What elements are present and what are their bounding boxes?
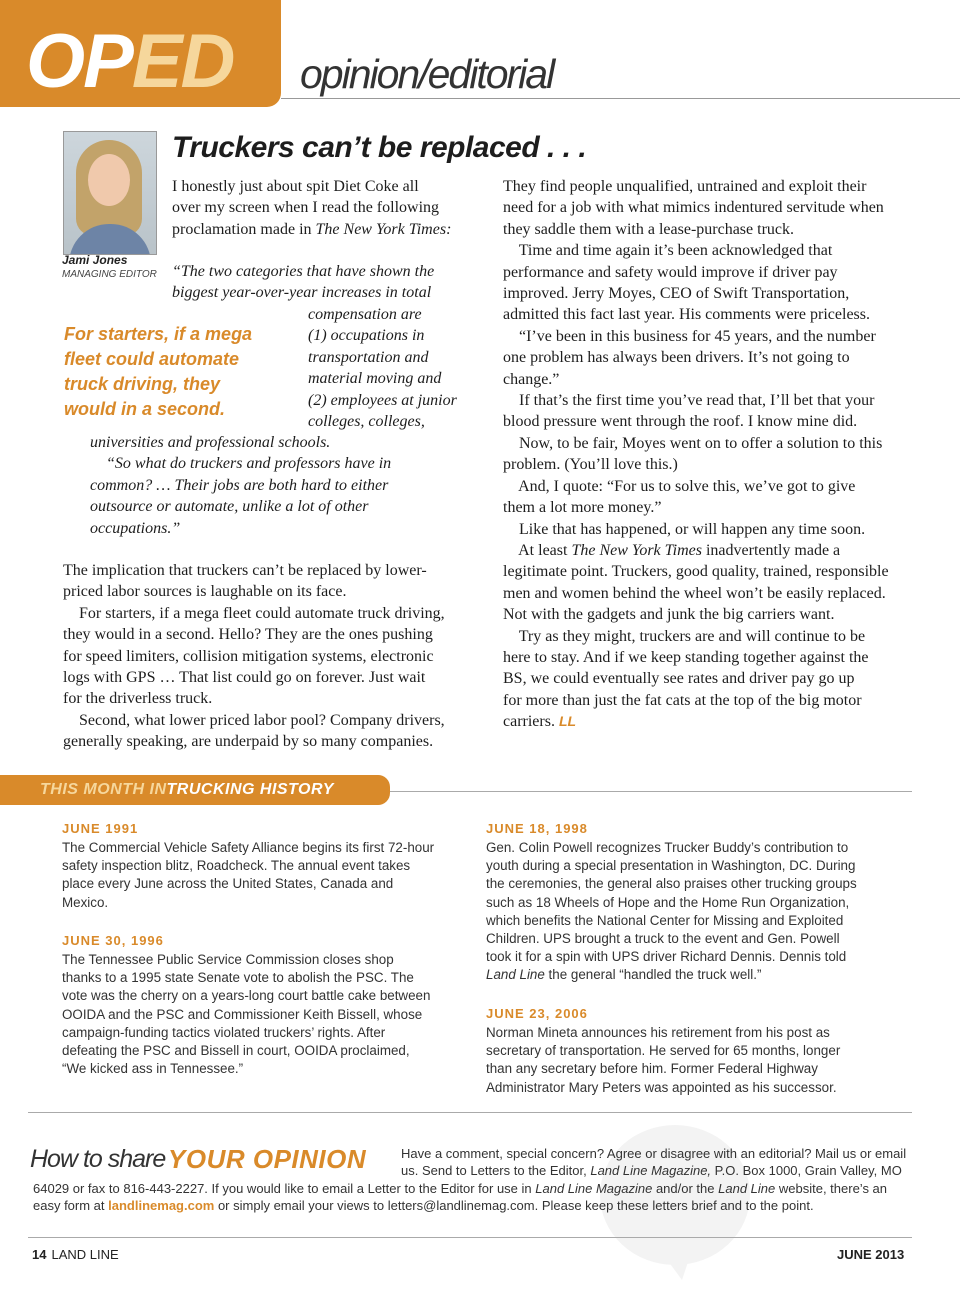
opinion-lead-emphasis: YOUR OPINION: [168, 1144, 367, 1174]
history-tab-title: [40, 780, 334, 800]
footer-rule: [28, 1237, 912, 1238]
history-line: took it for a spin with UPS driver Richard Dennis. Dennis told: [486, 949, 847, 965]
intro-line-text: proclamation made in: [172, 220, 316, 238]
history-line: Administrator Mary Peters was appointed as his successor.: [486, 1079, 837, 1095]
body-line: need for a job with what mimics indentured servitude when: [503, 199, 884, 217]
body-line: priced labor sources is laughable on its face.: [63, 583, 347, 601]
page-number: 14: [32, 1247, 47, 1262]
history-line: defeating the PSC and Bissell in court, OOIDA proclaimed,: [62, 1043, 410, 1059]
history-line: secretary of transportation. He served for 65 months, longer: [486, 1043, 841, 1059]
body-right-column: [503, 176, 889, 733]
body-line: for more than just the fat cats at the top of the big motor: [503, 691, 862, 709]
section-logo: [26, 19, 234, 104]
body-line: logs with GPS … That list could go on forever. Just wait: [63, 669, 426, 687]
body-line: Time and time again it’s been acknowledged that: [503, 242, 833, 260]
history-line: safety inspection blitz, Roadcheck. The annual event takes: [62, 858, 411, 874]
page-folio: [32, 1247, 119, 1263]
opinion-line: [401, 1162, 906, 1179]
opinion-text: us. Send to Letters to the Editor,: [401, 1163, 591, 1179]
body-line: change.”: [503, 370, 560, 388]
history-date: JUNE 23, 2006: [486, 1006, 588, 1021]
photo-face: [88, 154, 130, 206]
body-line-text: At least: [503, 541, 572, 559]
history-line: which benefits the National Center for Missing and Exploited: [486, 912, 844, 928]
body-line-text: carriers.: [503, 713, 559, 731]
opinion-text: and/or the: [652, 1181, 719, 1196]
body-line: they would in a second. Hello? They are the ones pushing: [63, 626, 433, 644]
body-line: here to stay. And if we keep standing together against the: [503, 648, 869, 666]
opinion-lead: How to share: [30, 1145, 166, 1173]
landlinemag-link[interactable]: landlinemag.com: [108, 1198, 215, 1214]
quote-line: common? … Their jobs are both hard to either: [90, 476, 389, 494]
opinion-line: Have a comment, special concern? Agree or disagree with an editorial? Mail us or email: [401, 1146, 907, 1161]
quote-line: colleges, colleges,: [308, 413, 425, 431]
pull-quote-line: truck driving, they: [64, 374, 221, 394]
history-line: the ceremonies, the general also praises other trucking groups: [486, 876, 857, 892]
history-line: “We kicked ass in Tennessee.”: [62, 1061, 244, 1077]
body-line: Try as they might, truckers are and will continue to be: [503, 627, 866, 645]
opinion-text: easy form at: [33, 1198, 109, 1214]
opinion-italic: Land Line Magazine,: [590, 1163, 712, 1179]
intro-paragraph: [172, 176, 451, 240]
body-line: performance and safety would improve if driver pay: [503, 263, 838, 281]
quote-line: biggest year-over-year increases in total: [172, 284, 432, 302]
body-line-text: inadvertently made a: [701, 541, 841, 559]
body-line: improved. Jerry Moyes, CEO of Swift Transportation,: [503, 285, 850, 303]
body-line: And, I quote: “For us to solve this, we’ve got to give: [503, 477, 856, 495]
body-line: problem. (You’ll love this.): [503, 456, 678, 474]
history-text: [62, 951, 430, 1078]
history-line: The Commercial Vehicle Safety Alliance begins its first 72-hour: [62, 840, 435, 855]
logo-op: OP: [26, 19, 132, 104]
history-line: youth during a special presentation in Washington, DC. During: [486, 858, 856, 874]
opinion-italic: Land Line Magazine: [535, 1181, 653, 1196]
history-entry: [62, 933, 430, 1078]
speech-bubble-tail: [660, 1250, 692, 1280]
opinion-text-bottom: [33, 1180, 887, 1215]
body-line: [503, 711, 889, 732]
logo-ed: ED: [131, 19, 234, 104]
opinion-text-top: [401, 1145, 906, 1180]
history-line: OOIDA and the PSC and Commissioner Keith Bissell, whose: [62, 1006, 423, 1022]
body-line: admitted this fact last year. His comments were priceless.: [503, 306, 870, 324]
body-left-column: [63, 560, 445, 753]
history-text: [62, 839, 434, 912]
intro-line: [172, 219, 451, 240]
opinion-text: website, there’s an: [775, 1181, 888, 1196]
quote-line: material moving and: [308, 370, 442, 388]
body-line: The implication that truckers can’t be replaced by lower-: [63, 562, 427, 579]
history-line-text: the general “handled the truck well.”: [544, 967, 762, 983]
quote-line: occupations.”: [90, 519, 181, 537]
quote-line: “So what do truckers and professors have in: [90, 455, 392, 473]
history-text: [486, 1024, 840, 1097]
masthead-rule: [281, 98, 960, 99]
author-photo: [63, 131, 157, 255]
body-line: for the driverless truck.: [63, 690, 213, 708]
body-line: them a lot more money.”: [503, 499, 662, 517]
history-text: [486, 839, 857, 985]
history-line: Mexico.: [62, 894, 109, 910]
history-line: Children. UPS brought a truck to the event and Gen. Powell: [486, 931, 840, 947]
opinion-line: [33, 1180, 887, 1197]
quote-line: (1) occupations in: [308, 327, 425, 345]
intro-line: over my screen when I read the following: [172, 199, 440, 217]
intro-source: The New York Times:: [315, 220, 452, 238]
end-mark-logo: LL: [558, 713, 577, 730]
body-line: [503, 540, 889, 561]
history-line: [486, 966, 857, 984]
publication-name: LAND LINE: [51, 1247, 119, 1262]
history-line: Gen. Colin Powell recognizes Trucker Buddy’s contribution to: [486, 840, 849, 855]
opinion-text: 64029 or fax to 816-443-2227. If you would like to email a Letter to the Editor for use in: [33, 1181, 536, 1196]
history-line: campaign-funding tactics violated truckers’ rights. After: [62, 1024, 386, 1040]
quote-line: universities and professional schools.: [90, 434, 331, 451]
body-line: men and women behind the wheel won’t be easily replaced.: [503, 584, 886, 602]
pull-quote-line: fleet could automate: [64, 349, 240, 369]
body-line: For starters, if a mega fleet could automate truck driving,: [63, 604, 445, 622]
article-headline: Truckers can’t be replaced . . .: [172, 131, 587, 164]
body-line: If that’s the first time you’ve read that, I’ll bet that your: [503, 392, 875, 410]
history-tab-title-b: TRUCKING HISTORY: [166, 781, 334, 798]
body-line: they saddle them with a lease-purchase truck.: [503, 220, 794, 238]
author-name: Jami Jones: [62, 253, 128, 267]
quote-side: [308, 304, 457, 432]
body-line: blood pressure went through the roof. I know mine did.: [503, 413, 858, 431]
history-line: than any secretary before him. Former Federal Highway: [486, 1061, 818, 1077]
pull-quote: [64, 322, 252, 422]
author-role: MANAGING EDITOR: [62, 269, 157, 280]
history-date: JUNE 18, 1998: [486, 821, 588, 836]
history-line: The Tennessee Public Service Commission closes shop: [62, 952, 394, 967]
history-entry: [62, 821, 434, 912]
history-line: place every June across the United States, Canada and: [62, 876, 394, 892]
body-source: The New York Times: [571, 541, 702, 559]
quote-line: “The two categories that have shown the: [172, 263, 435, 280]
section-subtitle: opinion/editorial: [300, 51, 554, 97]
opinion-italic: Land Line: [718, 1181, 776, 1196]
opinion-text: P.O. Box 1000, Grain Valley, MO: [711, 1163, 902, 1179]
body-line: “I’ve been in this business for 45 years, and the number: [503, 327, 876, 345]
opinion-line: [33, 1197, 887, 1214]
quote-bottom: [90, 432, 391, 539]
body-line: Like that has happened, or will happen any time soon.: [503, 520, 866, 538]
quote-line: compensation are: [308, 306, 422, 323]
body-line: Second, what lower priced labor pool? Company drivers,: [63, 711, 445, 729]
history-line: vote was the cherry on a years-long court battle cake between: [62, 988, 431, 1004]
intro-line: I honestly just about spit Diet Coke all: [172, 178, 419, 195]
history-entry: [486, 821, 857, 985]
opinion-text: or simply email your views to letters@landlinemag.com. Please keep these letters brief and to the point.: [214, 1198, 814, 1214]
history-tab-title-a: THIS MONTH IN: [40, 781, 167, 798]
body-line: Not with the gadgets and junk the big carriers want.: [503, 606, 835, 624]
history-line: thanks to a 1995 state Senate vote to abolish the PSC. The: [62, 970, 414, 986]
quote-top: [172, 261, 434, 304]
history-rule: [390, 791, 912, 792]
body-line: They find people unqualified, untrained and exploit their: [503, 178, 867, 195]
history-date: JUNE 1991: [62, 821, 139, 836]
history-entry: [486, 1006, 840, 1097]
quote-line: (2) employees at junior: [308, 391, 457, 409]
body-line: one problem has always been drivers. It’s not going to: [503, 349, 850, 367]
issue-date: JUNE 2013: [837, 1247, 905, 1262]
history-date: JUNE 30, 1996: [62, 933, 164, 948]
body-line: BS, we could eventually see rates and driver pay go up: [503, 670, 855, 688]
opinion-rule: [28, 1112, 912, 1113]
pull-quote-line: For starters, if a mega: [64, 324, 253, 344]
pull-quote-line: would in a second.: [64, 399, 226, 419]
body-line: generally speaking, are underpaid by so many companies.: [63, 733, 434, 751]
history-line: such as 18 Wheels of Hope and the Home Run Organization,: [486, 894, 850, 910]
history-italic: Land Line: [486, 967, 545, 983]
body-line: legitimate point. Truckers, good quality, trained, responsible: [503, 563, 889, 581]
quote-line: outsource or automate, unlike a lot of other: [90, 498, 369, 516]
body-line: Now, to be fair, Moyes went on to offer a solution to this: [503, 434, 883, 452]
history-line: Norman Mineta announces his retirement from his post as: [486, 1025, 830, 1040]
quote-line: transportation and: [308, 348, 429, 366]
body-line: for speed limiters, collision mitigation systems, electronic: [63, 647, 434, 665]
